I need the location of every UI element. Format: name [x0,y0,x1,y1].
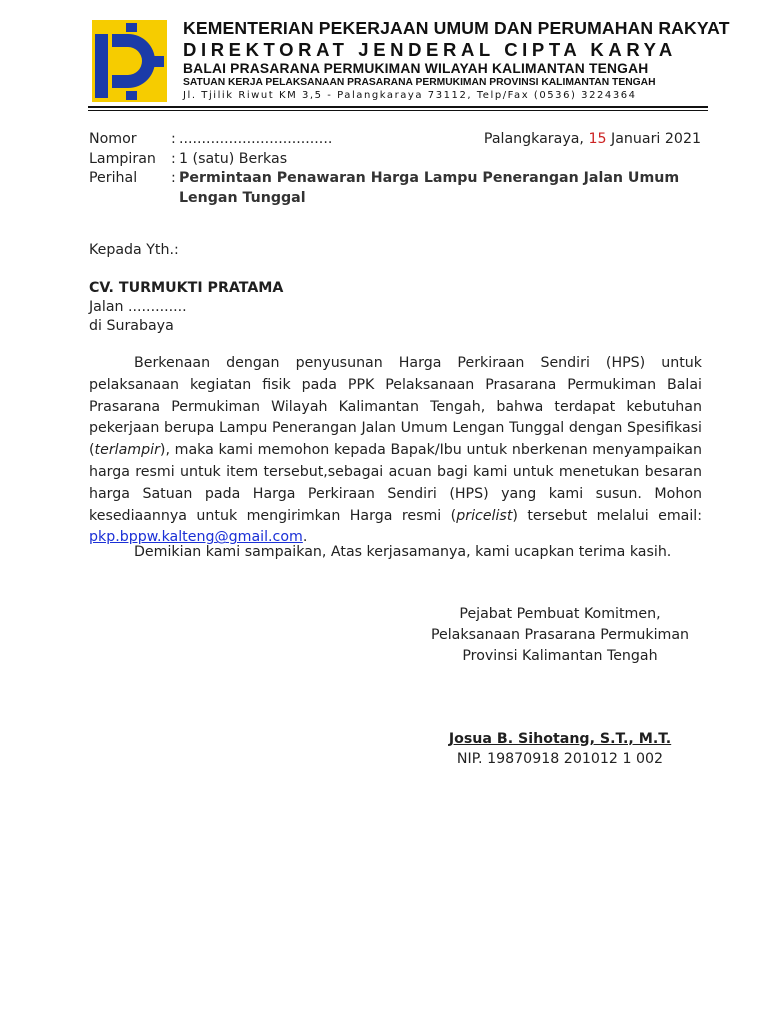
body-paragraph [89,353,702,549]
nomor-value: .................................. [179,131,333,147]
signatory-name: Josua B. Sihotang, S.T., M.T. [448,731,672,747]
letterhead-ministry: KEMENTERIAN PEKERJAAN UMUM DAN PERUMAHAN RAKYAT [183,18,730,38]
body-text-a: Berkenaan dengan penyusunan Harga Perkiraan Sendiri (HPS) untuk pelaksanaan kegiatan fisik pada PPK Pelaksanaan Prasarana Permukiman Balai Prasarana Permukiman Wilayah Kalimantan Tengah, bahwa terdapat kebutuhan pekerjaan berupa Lampu Penerangan Jalan Umum Lengan Tunggal dengan Spesifikasi ( [89,355,702,459]
lampiran-value: 1 (satu) Berkas [179,150,288,167]
addressee-city: di Surabaya [89,318,174,334]
signature-title-1: Pejabat Pembuat Komitmen, [459,606,661,622]
perihal-value-line2: Lengan Tunggal [179,189,306,206]
body-text-end: . [302,529,308,546]
meta-perihal-cont [89,189,679,209]
lampiran-label: Lampiran [89,150,156,167]
letterhead-satker: SATUAN KERJA PELAKSANAAN PRASARANA PERMUKIMAN PROVINSI KALIMANTAN TENGAH [183,77,656,88]
closing-sentence: Demikian kami sampaikan, Atas kerjasamanya, kami ucapkan terima kasih. [134,544,672,560]
signatory [410,730,710,769]
signature-title-2: Pelaksanaan Prasarana Permukiman [430,627,690,643]
nomor-colon: : [171,131,176,147]
date-day: 15 [588,131,607,147]
perihal-colon: : [171,170,176,186]
letterhead-divider-thin [88,110,708,111]
body-italic-pricelist: pricelist [456,507,513,524]
signatory-nip: NIP. 19870918 201012 1 002 [456,750,664,767]
letterhead-address: Jl. Tjilik Riwut KM 3,5 - Palangkaraya 73112, Telp/Fax (0536) 3224364 [183,90,637,101]
letterhead-divider-thick [88,106,708,108]
pupr-logo [92,20,167,102]
body-italic-terlampir: terlampir [94,442,160,459]
addressee-name: CV. TURMUKTI PRATAMA [89,280,284,296]
letterhead-balai: BALAI PRASARANA PERMUKIMAN WILAYAH KALIMANTAN TENGAH [183,61,649,76]
addressee-street: Jalan ............. [89,299,187,315]
signature-block [410,604,710,667]
letter-date [484,130,701,150]
letterhead-directorate: DIREKTORAT JENDERAL CIPTA KARYA [183,39,677,60]
greeting: Kepada Yth.: [89,242,179,258]
signature-title-3: Provinsi Kalimantan Tengah [462,648,658,664]
meta-perihal [89,169,679,189]
nomor-label: Nomor [89,131,137,147]
meta-lampiran [89,150,679,170]
body-text-c: ) tersebut melalui email: [512,507,703,524]
perihal-value-line1: Permintaan Penawaran Harga Lampu Penerangan Jalan Umum [179,170,680,186]
lampiran-colon: : [171,150,176,167]
letterhead [183,18,730,103]
perihal-label: Perihal [89,170,138,186]
email-link[interactable]: pkp.bppw.kalteng@gmail.com [89,529,303,546]
body-text-b: ), maka kami memohon kepada Bapak/Ibu untuk nberkenan menyampaikan harga resmi untuk item tersebut,sebagai acuan bagi kami untuk menetukan besaran harga Satuan pada Harga Perkiraan Sendiri (HPS) yang kami susun. Mohon kesediaannya untuk mengirimkan Harga resmi ( [89,442,702,524]
date-city: Palangkaraya, [483,131,584,147]
date-month-year: Januari 2021 [611,131,701,147]
